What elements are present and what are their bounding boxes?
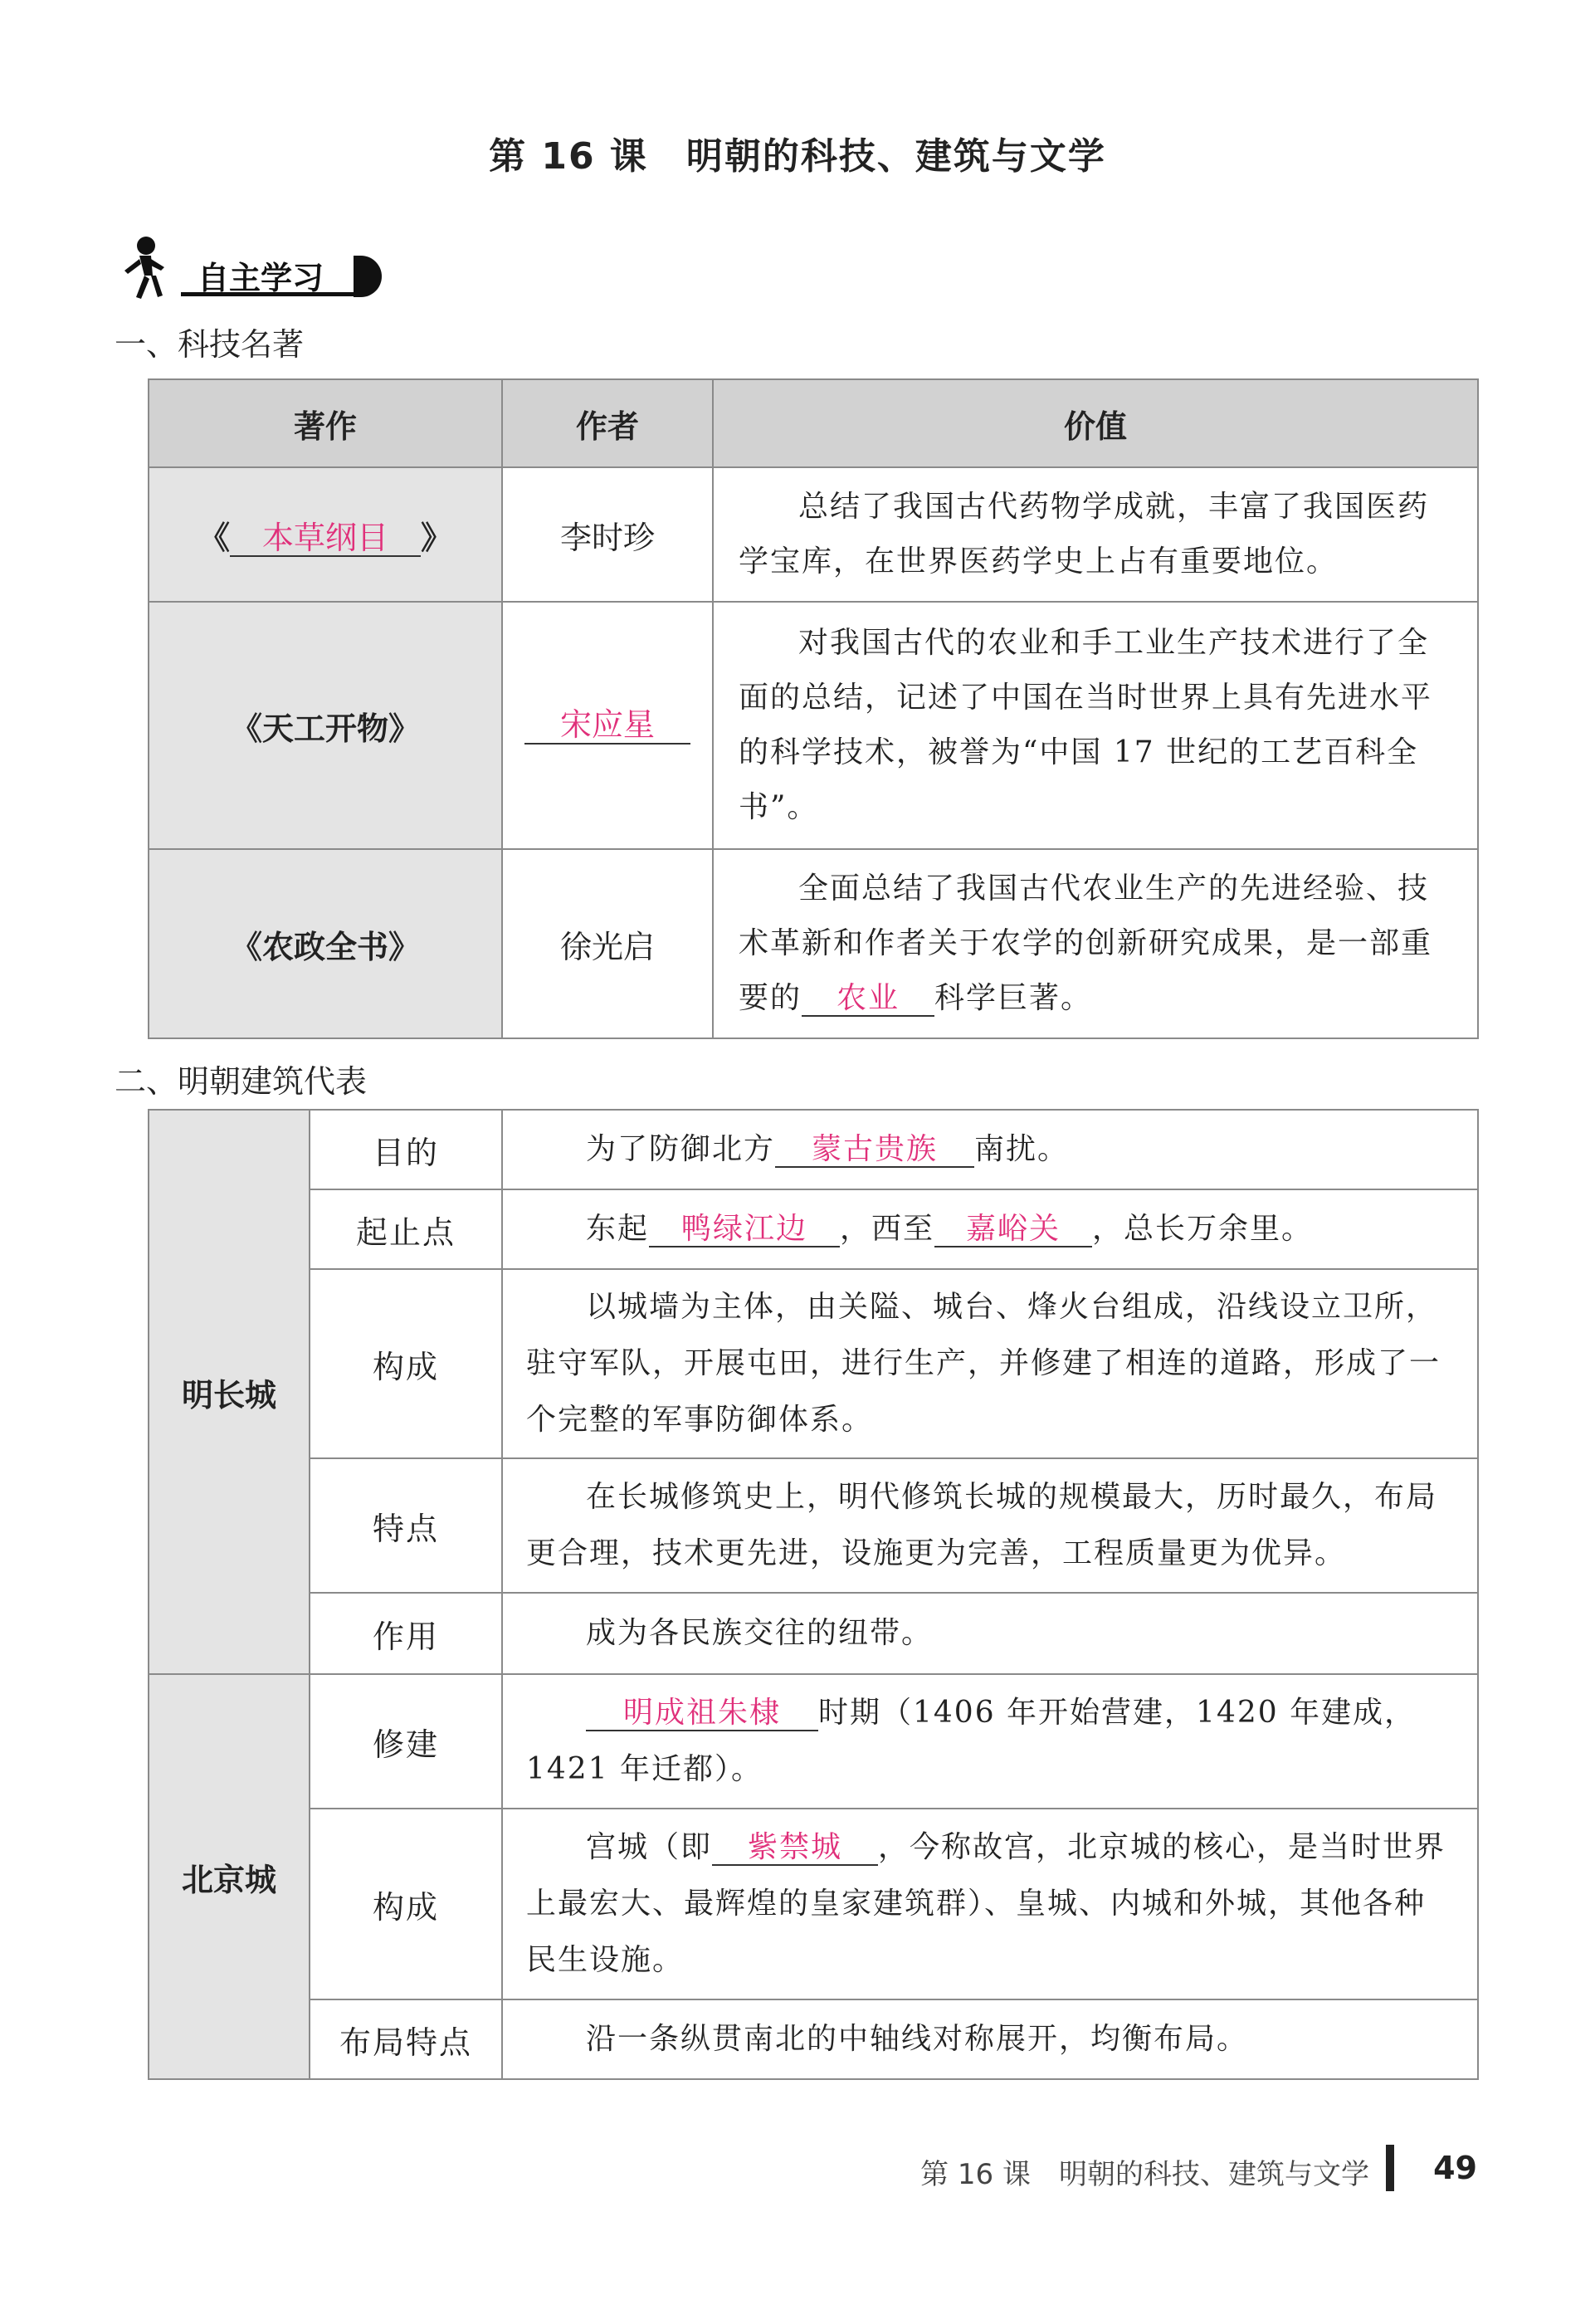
answer-blank: 鸭绿江边 (649, 1213, 840, 1247)
table-row (149, 1458, 1478, 1593)
row-label: 布局特点 (310, 1999, 502, 2079)
row-content: 沿一条纵贯南北的中轴线对称展开，均衡布局。 (502, 1999, 1478, 2079)
answer-blank: 宋应星 (524, 708, 690, 745)
footer-divider (1386, 2145, 1394, 2191)
table-row (149, 1269, 1478, 1458)
table-row (149, 1110, 1478, 1189)
architecture-table (148, 1109, 1479, 2080)
answer-blank: 明成祖朱棣 (586, 1697, 818, 1731)
row-label: 起止点 (310, 1189, 502, 1269)
row-content: 在长城修筑史上，明代修筑长城的规模最大，历时最久，布局更合理，技术更先进，设施更为完善，工程质量更为优异。 (502, 1458, 1478, 1593)
row-label: 构成 (310, 1269, 502, 1458)
row-label: 特点 (310, 1458, 502, 1593)
row-label: 作用 (310, 1593, 502, 1674)
table-row (149, 1593, 1478, 1674)
answer-blank: 嘉峪关 (934, 1213, 1092, 1247)
header-value: 价值 (713, 379, 1478, 467)
table-row (149, 1809, 1478, 1999)
page-number: 49 (1433, 2150, 1477, 2186)
answer-blank: 本草纲目 (230, 521, 421, 558)
table-row (149, 1189, 1478, 1269)
section-banner (115, 234, 405, 300)
page-title: 第 16 课 明朝的科技、建筑与文学 (489, 135, 1106, 178)
footer-lesson-title: 第 16 课 明朝的科技、建筑与文学 (920, 2158, 1369, 2191)
row-label: 修建 (310, 1674, 502, 1809)
row-content: 东起 鸭绿江边 ，西至 嘉峪关 ，总长万余里。 (502, 1189, 1478, 1269)
book-bracket-right: 》 (421, 518, 453, 556)
header-author: 作者 (502, 379, 713, 467)
answer-blank: 蒙古贵族 (775, 1133, 974, 1168)
answer-blank: 紫禁城 (712, 1831, 878, 1866)
section2-heading: 二、明朝建筑代表 (115, 1063, 368, 1100)
table-row (149, 602, 1478, 849)
group-beijing: 北京城 (149, 1674, 310, 2079)
author-cell: 徐光启 (502, 849, 713, 1038)
table-row (149, 1999, 1478, 2079)
banner-cap (354, 256, 382, 297)
table-header-row (149, 379, 1478, 467)
row-content: 宫城（即 紫禁城 ，今称故宫，北京城的核心，是当时世界上最宏大、最辉煌的皇家建筑群）、皇城、内城和外城，其他各种民生设施。 (502, 1809, 1478, 1999)
table-row (149, 1674, 1478, 1809)
table-row (149, 467, 1478, 602)
row-content: 成为各民族交往的纽带。 (502, 1593, 1478, 1674)
row-label: 目的 (310, 1110, 502, 1189)
row-content: 以城墙为主体，由关隘、城台、烽火台组成，沿线设立卫所，驻守军队，开展屯田，进行生产，并修建了相连的道路，形成了一个完整的军事防御体系。 (502, 1269, 1478, 1458)
row-content: 为了防御北方 蒙古贵族 南扰。 (502, 1110, 1478, 1189)
author-cell (502, 602, 713, 849)
value-cell: 对我国古代的农业和手工业生产技术进行了全面的总结，记述了中国在当时世界上具有先进水平的科学技术，被誉为“中国 17 世纪的工艺百科全书”。 (713, 602, 1478, 849)
author-cell: 李时珍 (502, 467, 713, 602)
value-cell: 总结了我国古代药物学成就，丰富了我国医药学宝库，在世界医药学史上占有重要地位。 (713, 467, 1478, 602)
row-label: 构成 (310, 1809, 502, 1999)
work-cell (149, 467, 502, 602)
section1-heading: 一、科技名著 (115, 326, 305, 363)
science-works-table (148, 378, 1479, 1039)
row-content: 明成祖朱棣 时期（1406 年开始营建，1420 年建成，1421 年迁都）。 (502, 1674, 1478, 1809)
work-cell: 《天工开物》 (149, 602, 502, 849)
banner-label: 自主学习 (198, 260, 324, 296)
book-bracket-left: 《 (198, 518, 230, 556)
runner-icon (115, 234, 173, 300)
header-work: 著作 (149, 379, 502, 467)
group-great-wall: 明长城 (149, 1110, 310, 1674)
answer-blank: 农业 (802, 982, 934, 1017)
value-cell: 全面总结了我国古代农业生产的先进经验、技术革新和作者关于农学的创新研究成果，是一部重要的 农业 科学巨著。 (713, 849, 1478, 1038)
table-row (149, 849, 1478, 1038)
work-cell: 《农政全书》 (149, 849, 502, 1038)
page-footer (913, 2145, 1477, 2195)
